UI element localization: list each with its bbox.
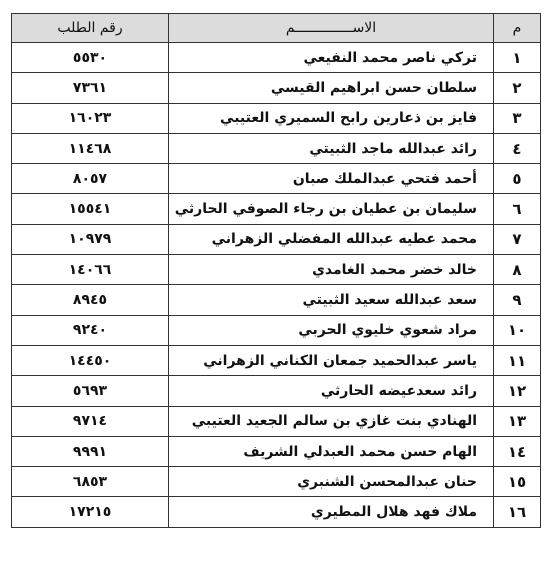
row-number-cell: ١٣ xyxy=(494,406,541,436)
table-row xyxy=(12,194,541,224)
table-row xyxy=(12,406,541,436)
table-row xyxy=(12,103,541,133)
request-number-cell: ١٧٢١٥ xyxy=(12,497,169,527)
row-number-cell: ٣ xyxy=(494,103,541,133)
row-number-cell: ٦ xyxy=(494,194,541,224)
request-number-cell: ١٠٩٧٩ xyxy=(12,224,169,254)
header-name: الاســــــــــــــم xyxy=(169,14,494,43)
request-number-cell: ٨٩٤٥ xyxy=(12,285,169,315)
request-number-cell: ٩٢٤٠ xyxy=(12,315,169,345)
row-number-cell: ٢ xyxy=(494,73,541,103)
header-request-number: رقم الطلب xyxy=(12,14,169,43)
applicant-name-cell: رائد سعدعيضه الحارثي xyxy=(169,376,494,406)
applicant-name-cell: سلطان حسن ابراهيم القيسي xyxy=(169,73,494,103)
applicants-table xyxy=(11,13,541,528)
request-number-cell: ٩٧١٤ xyxy=(12,406,169,436)
table-body xyxy=(12,43,541,528)
row-number-cell: ٧ xyxy=(494,224,541,254)
table-row xyxy=(12,133,541,163)
table-row xyxy=(12,224,541,254)
table-row xyxy=(12,467,541,497)
table-row xyxy=(12,164,541,194)
request-number-cell: ٩٩٩١ xyxy=(12,436,169,466)
applicant-name-cell: رائد عبدالله ماجد الثبيتي xyxy=(169,133,494,163)
table-row xyxy=(12,376,541,406)
request-number-cell: ٦٨٥٣ xyxy=(12,467,169,497)
request-number-cell: ١٤٠٦٦ xyxy=(12,255,169,285)
applicant-name-cell: حنان عبدالمحسن الشنبري xyxy=(169,467,494,497)
applicant-name-cell: محمد عطيه عبدالله المفضلي الزهراني xyxy=(169,224,494,254)
header-row xyxy=(12,14,541,43)
table-row xyxy=(12,315,541,345)
request-number-cell: ٨٠٥٧ xyxy=(12,164,169,194)
table-row xyxy=(12,497,541,527)
row-number-cell: ٩ xyxy=(494,285,541,315)
request-number-cell: ٥٥٣٠ xyxy=(12,43,169,73)
request-number-cell: ١١٤٦٨ xyxy=(12,133,169,163)
applicant-name-cell: الهام حسن محمد العبدلي الشريف xyxy=(169,436,494,466)
applicant-name-cell: تركي ناصر محمد النفيعي xyxy=(169,43,494,73)
table-row xyxy=(12,43,541,73)
row-number-cell: ١٤ xyxy=(494,436,541,466)
applicant-name-cell: ملاك فهد هلال المطيري xyxy=(169,497,494,527)
request-number-cell: ١٦٠٢٣ xyxy=(12,103,169,133)
row-number-cell: ١١ xyxy=(494,345,541,375)
table-row xyxy=(12,255,541,285)
row-number-cell: ١٠ xyxy=(494,315,541,345)
applicant-name-cell: أحمد فتحي عبدالملك صبان xyxy=(169,164,494,194)
row-number-cell: ١٥ xyxy=(494,467,541,497)
applicants-table-container xyxy=(11,13,540,528)
applicant-name-cell: خالد خضر محمد الغامدي xyxy=(169,255,494,285)
applicant-name-cell: سعد عبدالله سعيد الثبيتي xyxy=(169,285,494,315)
table-header xyxy=(12,14,541,43)
row-number-cell: ١٦ xyxy=(494,497,541,527)
request-number-cell: ٥٦٩٣ xyxy=(12,376,169,406)
row-number-cell: ١ xyxy=(494,43,541,73)
applicant-name-cell: سليمان بن عطيان بن رجاء الصوفي الحارثي xyxy=(169,194,494,224)
table-row xyxy=(12,345,541,375)
row-number-cell: ١٢ xyxy=(494,376,541,406)
header-number: م xyxy=(494,14,541,43)
applicant-name-cell: الهنادي بنت غازي بن سالم الجعيد العتيبي xyxy=(169,406,494,436)
applicant-name-cell: ياسر عبدالحميد جمعان الكناني الزهراني xyxy=(169,345,494,375)
table-row xyxy=(12,73,541,103)
request-number-cell: ١٥٥٤١ xyxy=(12,194,169,224)
row-number-cell: ٥ xyxy=(494,164,541,194)
applicant-name-cell: فايز بن ذعارين رابح السميري العتيبي xyxy=(169,103,494,133)
table-row xyxy=(12,285,541,315)
table-row xyxy=(12,436,541,466)
request-number-cell: ١٤٤٥٠ xyxy=(12,345,169,375)
row-number-cell: ٤ xyxy=(494,133,541,163)
applicant-name-cell: مراد شعوي خليوي الحربي xyxy=(169,315,494,345)
request-number-cell: ٧٣٦١ xyxy=(12,73,169,103)
row-number-cell: ٨ xyxy=(494,255,541,285)
